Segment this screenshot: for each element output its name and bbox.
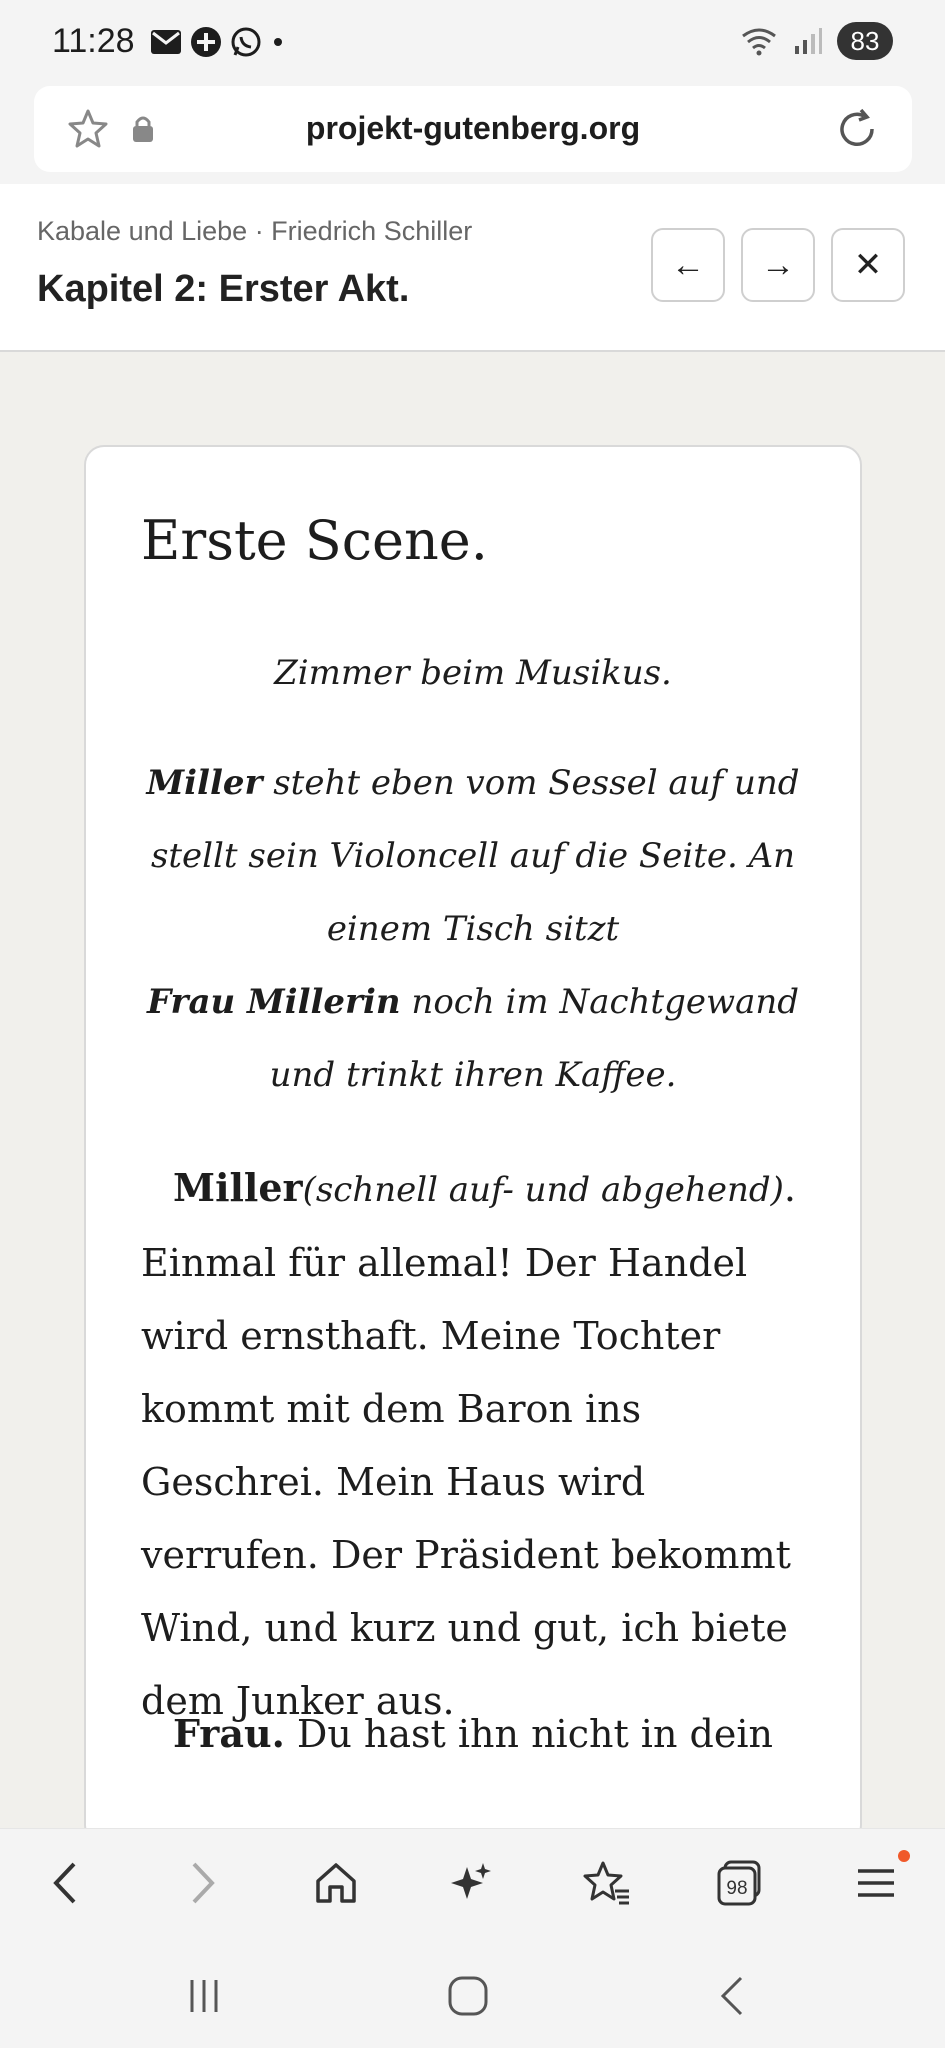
menu-notification-dot xyxy=(898,1850,910,1862)
sparkle-icon xyxy=(447,1859,495,1907)
star-list-icon xyxy=(581,1859,631,1907)
ai-assistant-button[interactable] xyxy=(441,1853,501,1913)
dialogue-text: . Einmal für allemal! Der Handel wird ernsthaft. Meine Tochter kommt mit dem Baron ins Geschrei. Mein Haus wird verrufen. Der Präsident bekommt Wind, und kurz und gut, ich biete dem Junker aus. xyxy=(141,1166,796,1723)
reload-icon[interactable] xyxy=(834,106,880,152)
home-icon xyxy=(312,1859,360,1907)
menu-button[interactable] xyxy=(846,1853,906,1913)
speaker-name: Frau. xyxy=(173,1711,285,1756)
back-button[interactable] xyxy=(36,1853,96,1913)
wifi-icon xyxy=(739,26,779,56)
character-name: Miller xyxy=(146,763,263,803)
home-system-button[interactable] xyxy=(438,1966,498,2026)
breadcrumb: Kabale und Liebe · Friedrich Schiller xyxy=(37,216,473,246)
reader-header xyxy=(0,184,945,352)
dialogue-text: Du hast ihn nicht in dein xyxy=(284,1712,773,1756)
battery-indicator: 83 xyxy=(837,22,893,60)
close-reader-button[interactable]: ✕ xyxy=(831,228,905,302)
chevron-right-icon xyxy=(182,1858,222,1908)
system-icons xyxy=(739,22,893,60)
speaker-name: Miller xyxy=(173,1165,303,1210)
tabs-count: 98 xyxy=(726,1878,748,1899)
plus-circle-icon xyxy=(190,26,222,58)
tabs-icon xyxy=(715,1858,765,1908)
stage-direction xyxy=(141,747,805,1112)
browser-address-area xyxy=(0,84,945,184)
chapter-title: Kapitel 2: Erster Akt. xyxy=(37,268,410,310)
home-button[interactable] xyxy=(306,1853,366,1913)
prev-chapter-button[interactable]: ← xyxy=(651,228,725,302)
system-back-icon xyxy=(713,1974,753,2018)
recent-apps-icon xyxy=(184,1976,224,2016)
system-back-button[interactable] xyxy=(703,1966,763,2026)
stage-text: noch im Nachtgewand und trinkt ihren Kaffee. xyxy=(269,982,799,1095)
address-bar[interactable] xyxy=(34,86,912,172)
home-square-icon xyxy=(446,1974,490,2018)
speaker-direction: (schnell auf- und abgehend) xyxy=(302,1170,784,1210)
whatsapp-icon xyxy=(230,26,262,58)
recent-apps-button[interactable] xyxy=(174,1966,234,2026)
scene-location: Zimmer beim Musikus. xyxy=(274,653,672,693)
stage-text: steht eben vom Sessel auf und stellt sein Violoncell auf die Seite. An einem Tisch sitzt xyxy=(150,763,800,949)
status-bar xyxy=(0,0,945,84)
character-name: Frau Millerin xyxy=(147,982,401,1022)
system-navigation-bar xyxy=(0,1938,945,2048)
dot-icon xyxy=(270,34,286,50)
next-chapter-button[interactable]: → xyxy=(741,228,815,302)
bookmarks-button[interactable] xyxy=(576,1853,636,1913)
dialogue-paragraph xyxy=(141,1697,800,1771)
status-time: 11:28 xyxy=(52,22,135,60)
hamburger-menu-icon xyxy=(854,1861,898,1905)
forward-button[interactable] xyxy=(172,1853,232,1913)
url-text[interactable]: projekt-gutenberg.org xyxy=(305,110,641,146)
chevron-left-icon xyxy=(46,1858,86,1908)
notification-icons xyxy=(150,26,286,58)
browser-toolbar xyxy=(0,1828,945,1939)
dialogue-paragraph xyxy=(141,1151,800,1738)
tabs-button[interactable] xyxy=(710,1853,770,1913)
signal-icon xyxy=(793,26,823,56)
scene-title: Erste Scene. xyxy=(141,509,488,572)
reader-content-card xyxy=(84,445,862,1845)
mail-icon xyxy=(150,29,182,55)
